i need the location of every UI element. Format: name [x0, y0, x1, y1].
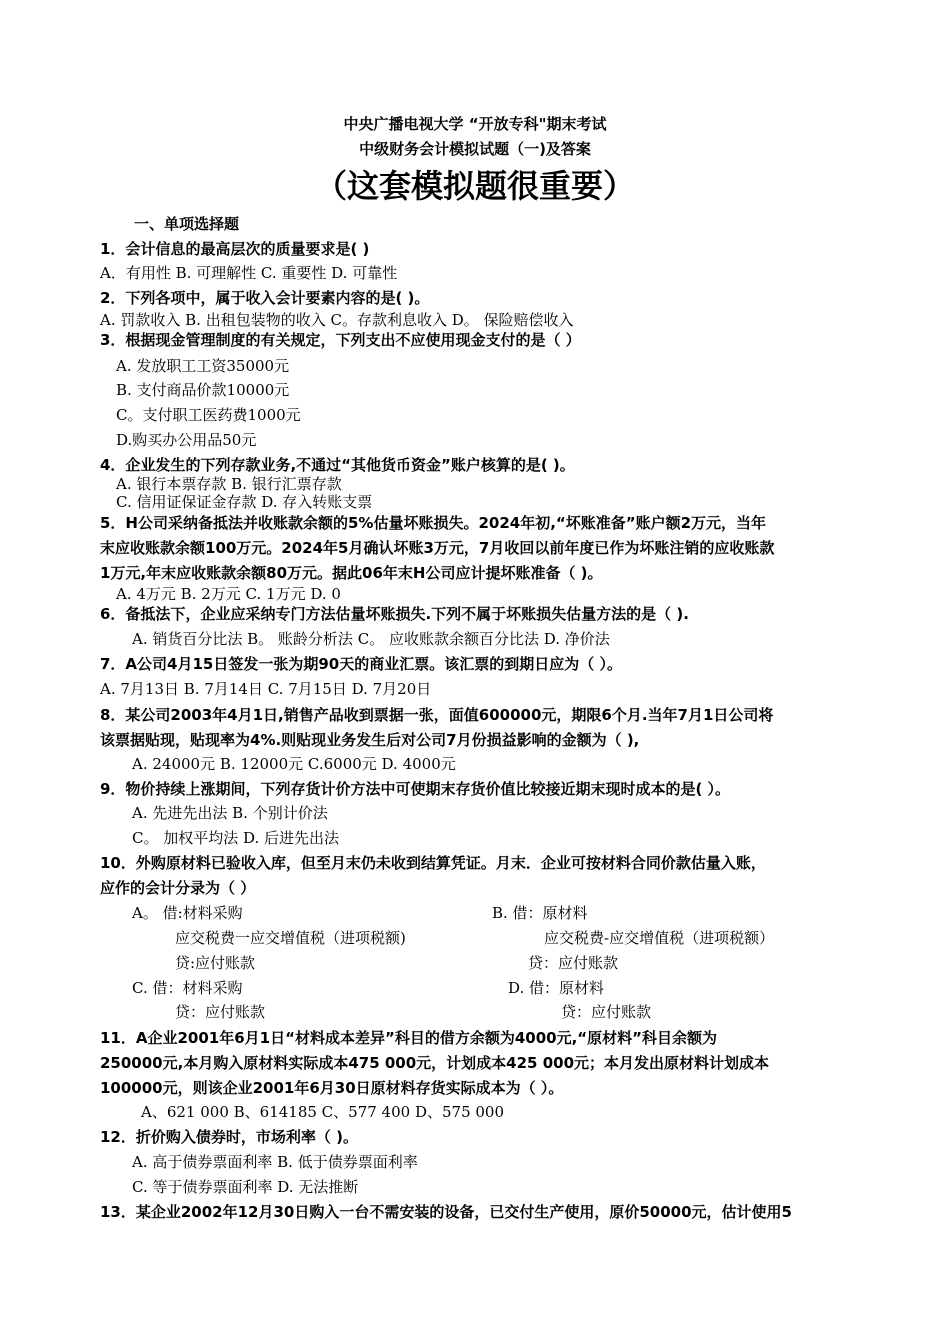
question-7-options: A. 7月13日 B. 7月14日 C. 7月15日 D. 7月20日	[100, 680, 432, 698]
question-9-options-ab: A. 先进先出法 B. 个别计价法	[132, 804, 328, 822]
question-9-stem: 9．物价持续上涨期间，下列存货计价方法中可使期末存货价值比较接近期末现时成本的是( ）。	[100, 780, 731, 798]
question-3-option-b: B. 支付商品价款10000元	[116, 381, 290, 399]
question-10-option-d-line-2: 贷：应付账款	[561, 1003, 652, 1021]
question-8-line-1: 8．某公司2003年4月1日,销售产品收到票据一张，面值600000元，期限6个月.当年7月1日公司将	[100, 706, 774, 724]
exam-subtitle: 中级财务会计模拟试题（一)及答案	[359, 140, 591, 158]
exam-title: 中央广播电视大学 “开放专科"期末考试	[343, 115, 607, 133]
question-3-option-c: C。支付职工医药费1000元	[116, 406, 301, 424]
question-8-options: A. 24000元 B. 12000元 C.6000元 D. 4000元	[132, 755, 456, 773]
question-4-options-ab: A. 银行本票存款 B. 银行汇票存款	[116, 475, 342, 493]
emphasis-heading: （这套模拟题很重要）	[314, 167, 635, 205]
question-3-option-a: A. 发放职工工资35000元	[116, 357, 290, 375]
question-12-options-ab: A. 高于债券票面利率 B. 低于债券票面利率	[132, 1153, 418, 1171]
question-11-line-3: 100000元，则该企业2001年6月30日原材料存货实际成本为（ ）。	[100, 1079, 564, 1097]
question-2-options: A. 罚款收入 B. 出租包装物的收入 C。存款利息收入 D。 保险赔偿收入	[100, 311, 574, 329]
question-11-line-2: 250000元,本月购入原材料实际成本475 000元，计划成本425 000元；本月发出原材料计划成本	[100, 1054, 770, 1072]
question-2-stem: 2．下列各项中，属于收入会计要素内容的是( )。	[100, 289, 430, 307]
question-5-line-2: 末应收账款余额100万元。2024年5月确认坏账3万元，7月收回以前年度已作为坏账注销的应收账款	[100, 539, 775, 557]
question-4-stem: 4．企业发生的下列存款业务,不通过“其他货币资金”账户核算的是( )。	[100, 456, 575, 474]
question-12-stem: 12．折价购入债券时，市场利率（ )。	[100, 1128, 358, 1146]
question-10-option-b-line-1: B. 借：原材料	[492, 904, 588, 922]
question-6-stem: 6．备抵法下，企业应采纳专门方法估量坏账损失.下列不属于坏账损失估量方法的是（ ).	[100, 605, 689, 623]
question-5-options: A. 4万元 B. 2万元 C. 1万元 D. 0	[116, 585, 341, 603]
question-1-stem: 1．会计信息的最高层次的质量要求是( )	[100, 240, 370, 258]
question-6-options: A. 销货百分比法 B。 账龄分析法 C。 应收账款余额百分比法 D. 净价法	[132, 630, 610, 648]
question-3-stem: 3．根据现金管理制度的有关规定，下列支出不应使用现金支付的是（ ）	[100, 331, 581, 349]
question-10-option-b-line-3: 贷：应付账款	[528, 954, 619, 972]
question-9-options-cd: C。 加权平均法 D. 后进先出法	[132, 829, 340, 847]
question-10-option-a-line-3: 贷:应付账款	[175, 954, 256, 972]
question-4-options-cd: C. 信用证保证金存款 D. 存入转账支票	[116, 493, 373, 511]
question-11-line-1: 11．A企业2001年6月1日“材料成本差异”科目的借方余额为4000元,“原材料”科目余额为	[100, 1029, 717, 1047]
question-11-options: A、621 000 B、614185 C、577 400 D、575 000	[141, 1103, 505, 1121]
question-10-option-c-line-2: 贷：应付账款	[175, 1003, 266, 1021]
question-10-option-a-line-1: A。 借:材料采购	[132, 904, 243, 922]
question-5-line-3: 1万元,年末应收账款余额80万元。据此06年末H公司应计提坏账准备（ )。	[100, 564, 603, 582]
question-10-option-a-line-2: 应交税费一应交增值税（进项税额)	[175, 929, 406, 947]
question-5-line-1: 5．H公司采纳备抵法并收账款余额的5%估量坏账损失。2024年初,“坏账准备”账户额2万元，当年	[100, 514, 767, 532]
question-10-option-c-line-1: C. 借：材料采购	[132, 979, 243, 997]
question-7-stem: 7．A公司4月15日签发一张为期90天的商业汇票。该汇票的到期日应为（ ）。	[100, 655, 622, 673]
question-3-option-d: D.购买办公用品50元	[116, 431, 257, 449]
question-10-line-2: 应作的会计分录为（ ）	[100, 879, 256, 897]
section-heading: 一、单项选择题	[134, 215, 240, 233]
question-13-line-1: 13．某企业2002年12月30日购入一台不需安装的设备，已交付生产使用，原价50000元，估计使用5	[100, 1203, 792, 1221]
question-12-options-cd: C. 等于债券票面利率 D. 无法推断	[132, 1178, 359, 1196]
question-10-option-b-line-2: 应交税费-应交增值税（进项税额）	[544, 929, 775, 947]
question-10-line-1: 10．外购原材料已验收入库，但至月末仍未收到结算凭证。月末．企业可按材料合同价款估量入账，	[100, 854, 766, 872]
question-8-line-2: 该票据贴现，贴现率为4%.则贴现业务发生后对公司7月份损益影响的金额为（ ),	[100, 731, 640, 749]
question-10-option-d-line-1: D. 借：原材料	[508, 979, 605, 997]
question-1-options: A．有用性 B. 可理解性 C. 重要性 D. 可靠性	[100, 264, 398, 282]
